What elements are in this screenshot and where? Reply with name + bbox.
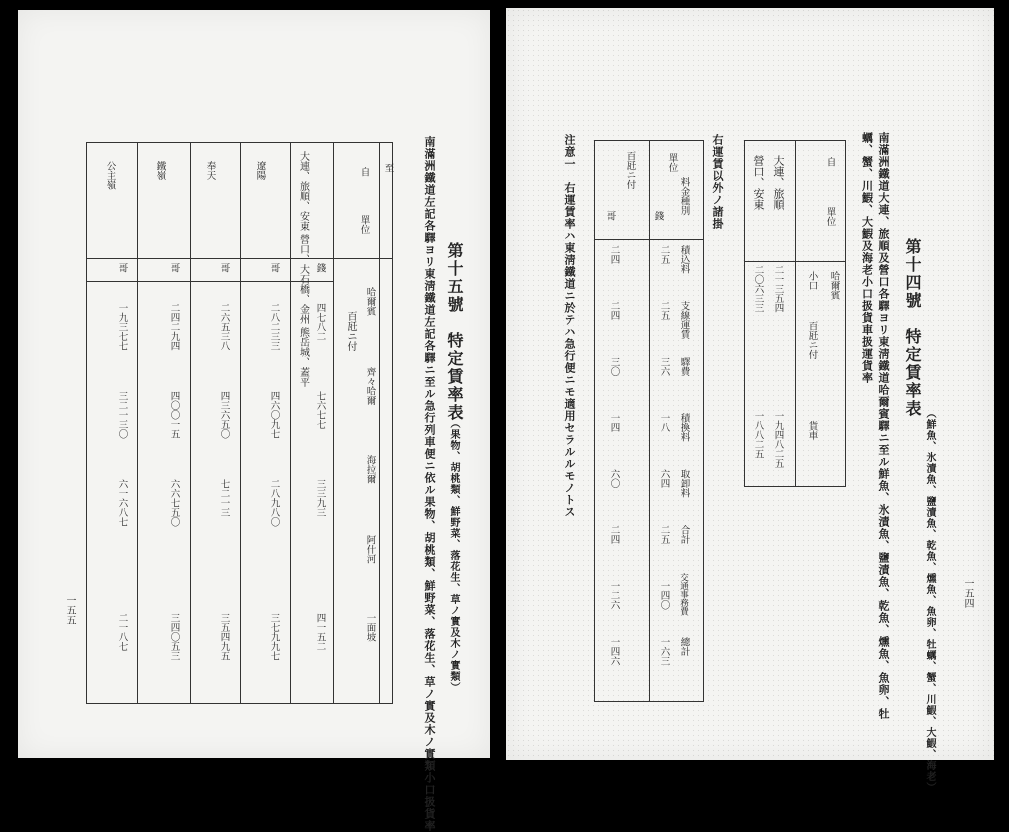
cell: 三七九九七	[268, 613, 280, 661]
col-1: 積込料	[678, 245, 690, 274]
cell: 二五	[658, 301, 670, 320]
table-title-note: （鮮魚、氷漬魚、鹽漬魚、乾魚、燻魚、魚卵、牡蠣、蟹、川鰕、大鰕、海老）	[924, 408, 935, 793]
class-small: 小口	[806, 271, 818, 290]
cell: 一四〇	[658, 581, 670, 610]
cell: 二四	[608, 525, 620, 544]
table-title: 第十五號 特定賃率表	[445, 242, 464, 422]
origin-name-4: 鐵嶺	[154, 161, 166, 180]
cell: 三三九三	[314, 479, 326, 517]
header-unit: 單位	[824, 207, 836, 226]
destination-1: 哈爾賓	[364, 287, 376, 316]
cell: 六一六八七	[116, 479, 128, 527]
header-from: 自	[824, 157, 836, 167]
cell: 二四	[608, 301, 620, 320]
cell: 二五	[658, 525, 670, 544]
destination-2: 齊々哈爾	[364, 367, 376, 405]
origin-name-2: 遼陽	[254, 161, 266, 180]
class-car: 貨車	[806, 421, 818, 440]
unit-note: 百瓩ニ付	[624, 151, 636, 189]
cell: 四一五二	[314, 613, 326, 651]
cell: 三〇	[608, 357, 620, 376]
origin-name-5: 公主嶺	[104, 161, 116, 190]
cell: 一二六	[608, 581, 620, 610]
col-5: 取卸料	[678, 469, 690, 498]
unit-note: 百瓩ニ付	[345, 311, 356, 351]
cell: 一九四八二五	[772, 411, 784, 468]
cell: 四〇〇一五	[168, 391, 180, 439]
origin-name-1: 大連、旅順、安東 營口、大石橋、金州 熊岳城、蓋平	[297, 151, 309, 388]
unit-note: 百瓩ニ付	[806, 321, 818, 359]
right-page	[506, 8, 994, 793]
cell: 三二一三〇	[116, 391, 128, 439]
cell: 一八	[658, 413, 670, 432]
col-8: 總計	[678, 637, 690, 656]
cell: 四六〇九七	[268, 391, 280, 439]
unit-ge: 哥	[116, 263, 128, 273]
origin-2: 營口、安東	[752, 155, 765, 210]
left-page	[18, 10, 490, 832]
header-unit: 單位	[666, 153, 678, 172]
page-number: 一五四	[962, 578, 973, 608]
cell: 二六五三八	[218, 303, 230, 351]
cell: 一八八二五	[752, 411, 764, 459]
rate-table	[86, 142, 393, 704]
footnote: 注意一 右運賃率ハ東淸鐵道ニ於テハ急行便ニモ適用セラルルモノトス	[563, 134, 576, 518]
cell: 二四二九四	[168, 303, 180, 351]
unit-ge: 哥	[168, 263, 180, 273]
note-charges: 右運賃以外ノ諸掛	[711, 134, 724, 230]
cell: 二五	[658, 245, 670, 264]
cell: 六四	[658, 469, 670, 488]
col-6: 合計	[678, 525, 690, 544]
cell: 三四〇五三	[168, 613, 180, 661]
page-heading: 南滿洲鐵道左記各驛ヨリ東淸鐵道左記各驛ニ至ル急行列車便ニ依ル果物、胡桃類、鮮野菜、落花生、草ノ實及木ノ實類小口扱貨率	[423, 136, 436, 832]
unit-ge: 哥	[604, 211, 616, 221]
unit-ge: 哥	[218, 263, 230, 273]
cell: 二〇六三三	[752, 265, 764, 313]
cell: 四七八二	[314, 303, 326, 341]
cell: 三六	[658, 357, 670, 376]
cell: 二八九八〇	[268, 479, 280, 527]
header-unit: 單位	[358, 215, 370, 234]
header-from: 自	[358, 167, 370, 177]
rate-table-2	[594, 140, 704, 702]
table-title-note: （果物、胡桃類、鮮野菜、落花生、草ノ實及木ノ實類）	[448, 418, 459, 693]
cell: 一四	[608, 413, 620, 432]
cell: 四三六五〇	[218, 391, 230, 439]
cell: 二一八七	[116, 613, 128, 651]
cell: 一六三	[658, 637, 670, 666]
cell: 一四六	[608, 637, 620, 666]
destination: 哈爾賓	[828, 271, 840, 300]
cell: 六〇	[608, 469, 620, 488]
col-3: 驛費	[678, 357, 690, 376]
cell: 七二一三	[218, 479, 230, 517]
cell: 六六七五〇	[168, 479, 180, 527]
origin-name-3: 奉天	[204, 161, 216, 180]
cell: 二四	[608, 245, 620, 264]
col-2: 支線運賃	[678, 301, 690, 339]
cell: 一九三七七	[116, 303, 128, 351]
unit-qian: 錢	[652, 211, 664, 221]
cell: 二八二三三	[268, 303, 280, 351]
page-heading: 南滿洲鐵道大連、旅順及營口各驛ヨリ東淸鐵道哈爾賓驛ニ至ル鮮魚、氷漬魚、鹽漬魚、乾魚、燻魚、魚卵、牡蠣、蟹、川鰕、大鰕及海老小口扱貨車扱運貨率	[860, 132, 890, 720]
table-title: 第十四號 特定賃率表	[903, 238, 922, 418]
origin-1: 大連、旅順	[772, 155, 785, 210]
col-7: 交通事務費	[678, 573, 689, 616]
rate-table-1	[744, 140, 846, 487]
header-kind: 料金種別	[678, 177, 690, 215]
destination-5: 一面坡	[364, 613, 376, 642]
cell: 二一三五四	[772, 265, 784, 313]
col-4: 積換料	[678, 413, 690, 442]
unit-qian: 錢	[314, 263, 326, 273]
cell: 三五四九五	[218, 613, 230, 661]
destination-3: 海拉爾	[364, 455, 376, 484]
unit-ge: 哥	[268, 263, 280, 273]
header-to: 至	[382, 163, 394, 173]
destination-4: 阿什河	[364, 535, 376, 564]
cell: 七六七七	[314, 391, 326, 429]
page-number: 一五五	[64, 595, 75, 625]
